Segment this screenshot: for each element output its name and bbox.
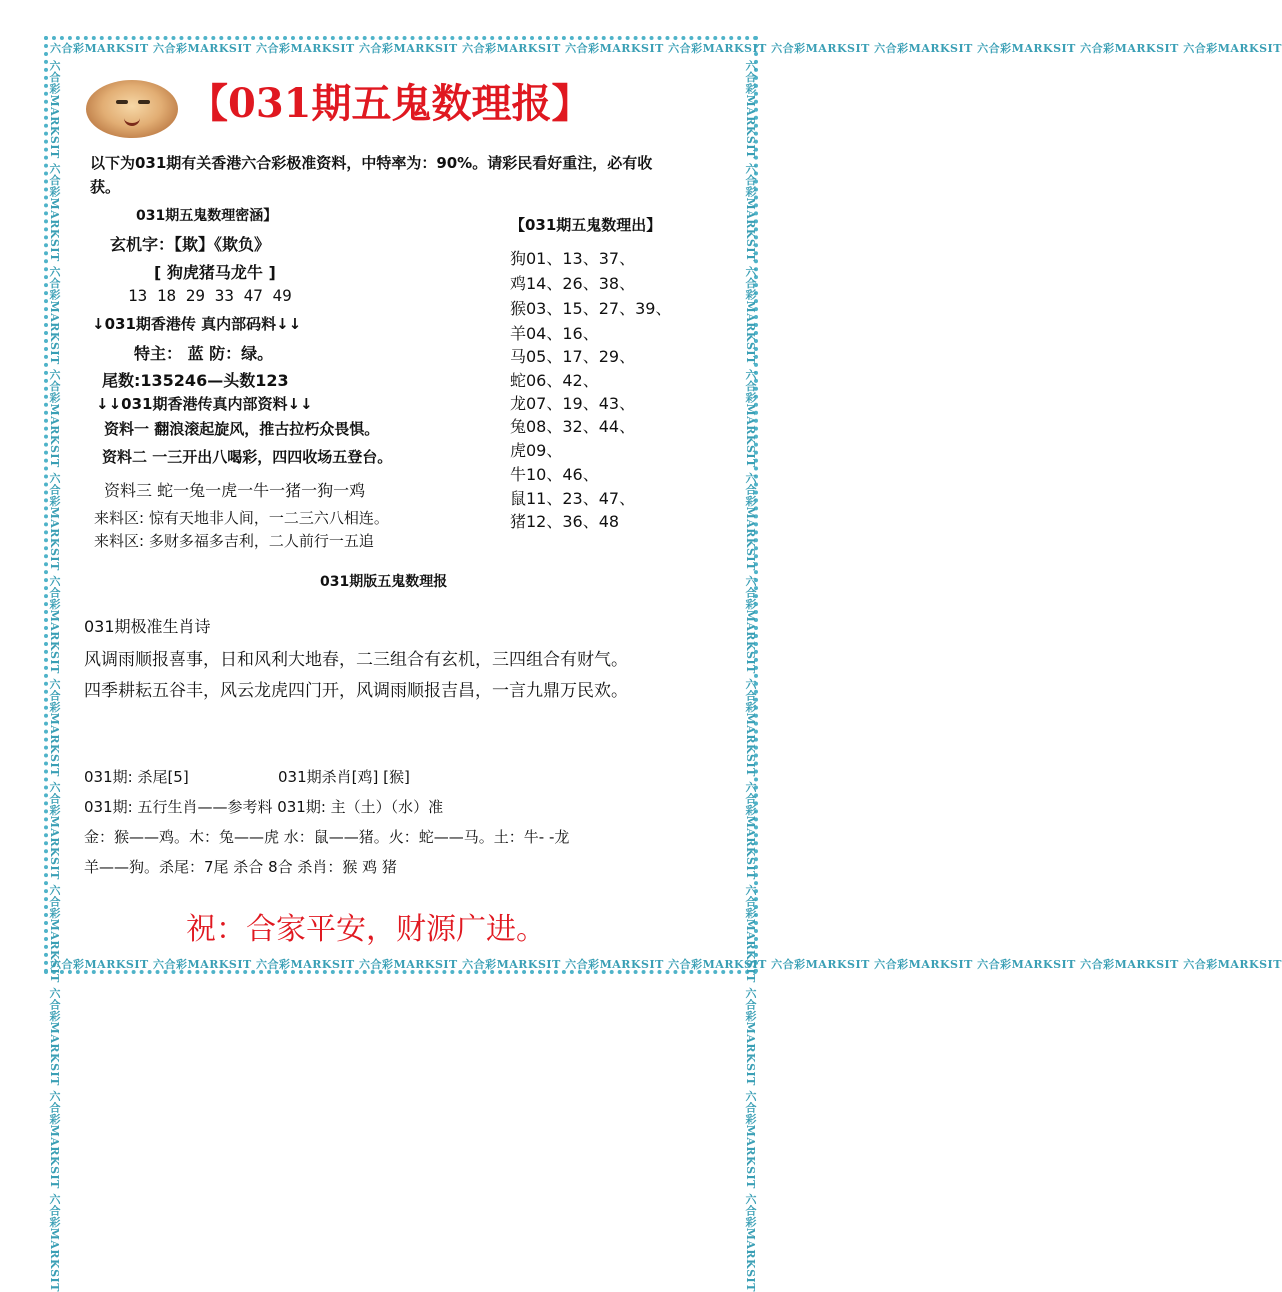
intro-line-2: 获。 — [90, 178, 121, 196]
list-item: 鸡14、26、38、 — [510, 274, 636, 293]
watermark-bottom: 六合彩MARKSIT 六合彩MARKSIT 六合彩MARKSIT 六合彩MARKSIT 六合彩MARKSIT 六合彩MARKSIT 六合彩MARKSIT 六合彩MARKSIT 六合彩MARKSIT 六合彩MARKSIT 六合彩MARKSIT 六合彩MARKSIT — [50, 958, 1282, 971]
hk-line-1: ↓031期香港传 真内部码料↓↓ — [92, 315, 302, 333]
blessing-text: 祝：合家平安，财源广进。 — [186, 912, 546, 947]
list-item: 牛10、46、 — [510, 465, 599, 484]
list-item: 蛇06、42、 — [510, 371, 599, 390]
list-item: 鼠11、23、47、 — [510, 489, 636, 508]
list-item: 虎09、 — [510, 441, 563, 460]
list-item: 猴03、15、27、39、 — [510, 299, 672, 318]
list-item: 羊04、16、 — [510, 324, 599, 343]
xuanji-line: 玄机字：【欺】《欺负》 — [110, 235, 271, 254]
list-item: 兔08、32、44、 — [510, 417, 636, 436]
zodiac-line: [ 狗虎猪马龙牛 ] — [154, 263, 276, 282]
poem-title: 031期极准生肖诗 — [84, 617, 211, 636]
intro-line-1: 以下为031期有关香港六合彩极准资料，中特率为：90%。请彩民看好重注，必有收 — [90, 154, 653, 172]
smile-icon — [124, 117, 140, 126]
list-item: 马05、17、29、 — [510, 347, 636, 366]
weishu-line: 尾数:135246—头数123 — [102, 371, 289, 390]
eye-icon — [116, 100, 128, 104]
watermark-right: 六合彩MARKSIT 六合彩MARKSIT 六合彩MARKSIT 六合彩MARKSIT 六合彩MARKSIT 六合彩MARKSIT 六合彩MARKSIT 六合彩MARKSIT 六合彩MARKSIT 六合彩MARKSIT 六合彩MARKSIT 六合彩MARKSIT — [744, 60, 757, 1292]
watermark-top: 六合彩MARKSIT 六合彩MARKSIT 六合彩MARKSIT 六合彩MARKSIT 六合彩MARKSIT 六合彩MARKSIT 六合彩MARKSIT 六合彩MARKSIT 六合彩MARKSIT 六合彩MARKSIT 六合彩MARKSIT 六合彩MARKSIT — [50, 42, 1282, 55]
laili-2: 来料区: 多财多福多吉利，二人前行一五追 — [94, 532, 374, 550]
wuxing-line: 031期: 五行生肖——参考料 031期: 主（土）（水）准 — [84, 798, 444, 816]
list-item: 猪12、36、48 — [510, 512, 620, 531]
ziliao-3: 资料三 蛇一兔一虎一牛一猪一狗一鸡 — [104, 481, 366, 500]
page-title: 【031期五鬼数理报】 — [188, 80, 592, 127]
ziliao-1: 资料一 翻浪滚起旋风，推古拉朽众畏惧。 — [104, 420, 380, 438]
kill-summary-line: 羊——狗。杀尾：7尾 杀合 8合 杀肖：猴 鸡 猪 — [84, 858, 397, 876]
eye-icon — [138, 100, 150, 104]
hk-line-2: ↓↓031期香港传真内部资料↓↓ — [96, 395, 313, 413]
tezhu-line: 特主： 蓝 防：绿。 — [134, 344, 274, 363]
left-heading: 031期五鬼数理密涵】 — [136, 208, 278, 224]
poem-line-1: 风调雨顺报喜事，日和风利大地春，二三组合有玄机，三四组合有财气。 — [84, 650, 628, 670]
right-heading: 【031期五鬼数理出】 — [510, 216, 662, 234]
list-item: 狗01、13、37、 — [510, 249, 636, 268]
avatar-portrait — [86, 80, 178, 138]
kill-tail: 031期: 杀尾[5] — [84, 768, 189, 786]
ziliao-2: 资料二 一三开出八喝彩，四四收场五登台。 — [102, 448, 393, 466]
version-heading: 031期版五鬼数理报 — [320, 574, 448, 590]
list-item: 龙07、19、43、 — [510, 394, 636, 413]
element-line: 金：猴——鸡。木：兔——虎 水：鼠——猪。火：蛇——马。土：牛- -龙 — [84, 828, 570, 846]
poem-line-2: 四季耕耘五谷丰，风云龙虎四门开，风调雨顺报吉昌，一言九鼎万民欢。 — [84, 681, 628, 701]
laili-1: 来料区: 惊有天地非人间，一二三六八相连。 — [94, 509, 389, 527]
watermark-left: 六合彩MARKSIT 六合彩MARKSIT 六合彩MARKSIT 六合彩MARKSIT 六合彩MARKSIT 六合彩MARKSIT 六合彩MARKSIT 六合彩MARKSIT 六合彩MARKSIT 六合彩MARKSIT 六合彩MARKSIT 六合彩MARKSIT — [48, 60, 61, 1292]
kill-xiao: 031期杀肖[鸡] [猴] — [278, 768, 410, 786]
numbers-line: 13 18 29 33 47 49 — [128, 286, 292, 305]
